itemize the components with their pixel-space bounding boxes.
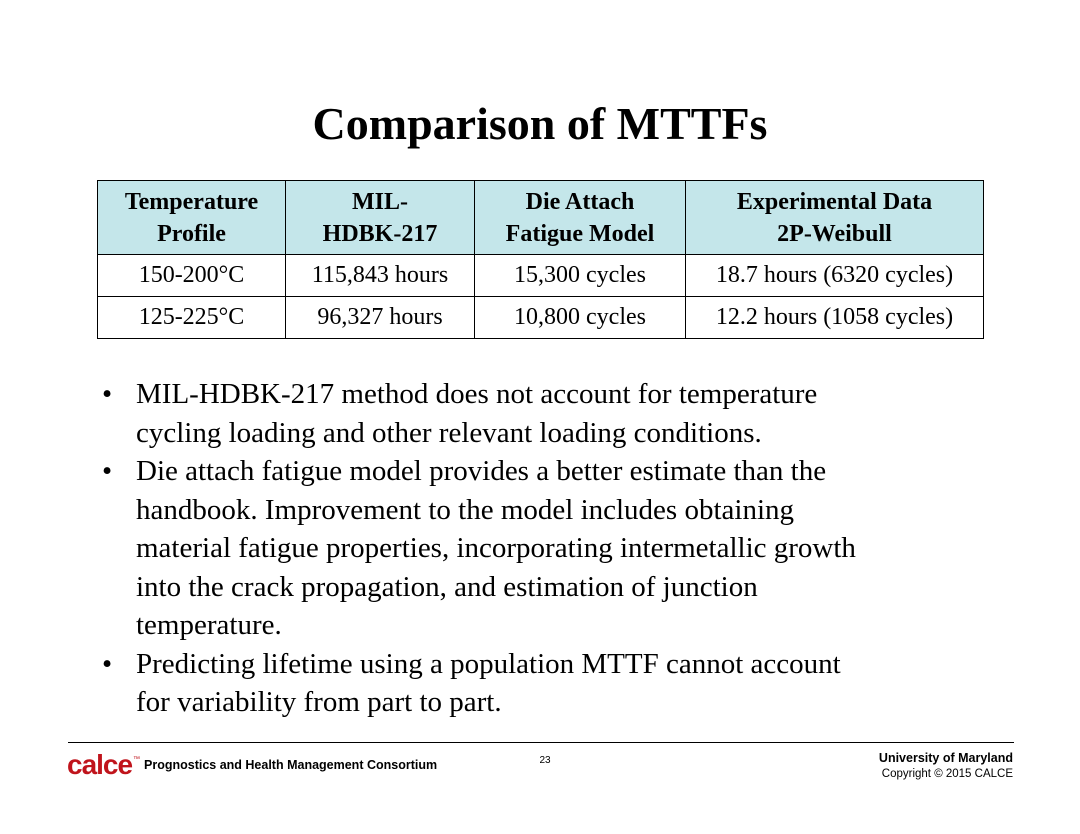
bullet-icon: • <box>102 378 113 410</box>
university-name: University of Maryland <box>878 751 1013 765</box>
page-number: 23 <box>539 755 551 766</box>
table-cell: 150-200°C <box>98 255 286 297</box>
table-cell: 18.7 hours (6320 cycles) <box>686 255 984 297</box>
bullet-item: • MIL-HDBK-217 method does not account for temperature cycling loading and other relevant loading conditions. <box>96 375 996 452</box>
header-experimental-data: Experimental Data 2P-Weibull <box>686 181 984 255</box>
table-cell: 96,327 hours <box>286 297 475 339</box>
table-cell: 125-225°C <box>98 297 286 339</box>
trademark-mark: ™ <box>133 756 140 763</box>
table-cell: 115,843 hours <box>286 255 475 297</box>
copyright-notice: Copyright © 2015 CALCE <box>881 768 1013 780</box>
consortium-name: Prognostics and Health Management Consortium <box>144 758 438 772</box>
bullet-icon: • <box>102 647 113 680</box>
footer-divider <box>68 742 1014 743</box>
table-cell: 15,300 cycles <box>475 255 686 297</box>
bullet-item: • Predicting lifetime using a population MTTF cannot account for variability from part to part. <box>96 645 996 722</box>
slide-title: Comparison of MTTFs <box>312 98 768 149</box>
table-cell: 10,800 cycles <box>475 297 686 339</box>
table-row <box>98 255 984 297</box>
calce-logo: calce <box>67 749 133 780</box>
mttf-comparison-table <box>97 180 984 339</box>
bullet-icon: • <box>102 455 113 487</box>
header-die-attach-fatigue-model: Die Attach Fatigue Model <box>475 181 686 255</box>
table-row <box>98 297 984 339</box>
bullet-item: • Die attach fatigue model provides a better estimate than the handbook. Improvement to the model includes obtaining material fatigue properties, incorporating intermetallic growth into the crack propagation, and estimation of junction temperature. <box>96 452 996 645</box>
bullet-list <box>96 375 996 722</box>
header-temperature-profile: Temperature Profile <box>98 181 286 255</box>
header-mil-hdbk-217: MIL- HDBK-217 <box>286 181 475 255</box>
table-header-row <box>98 181 984 255</box>
table-cell: 12.2 hours (1058 cycles) <box>686 297 984 339</box>
